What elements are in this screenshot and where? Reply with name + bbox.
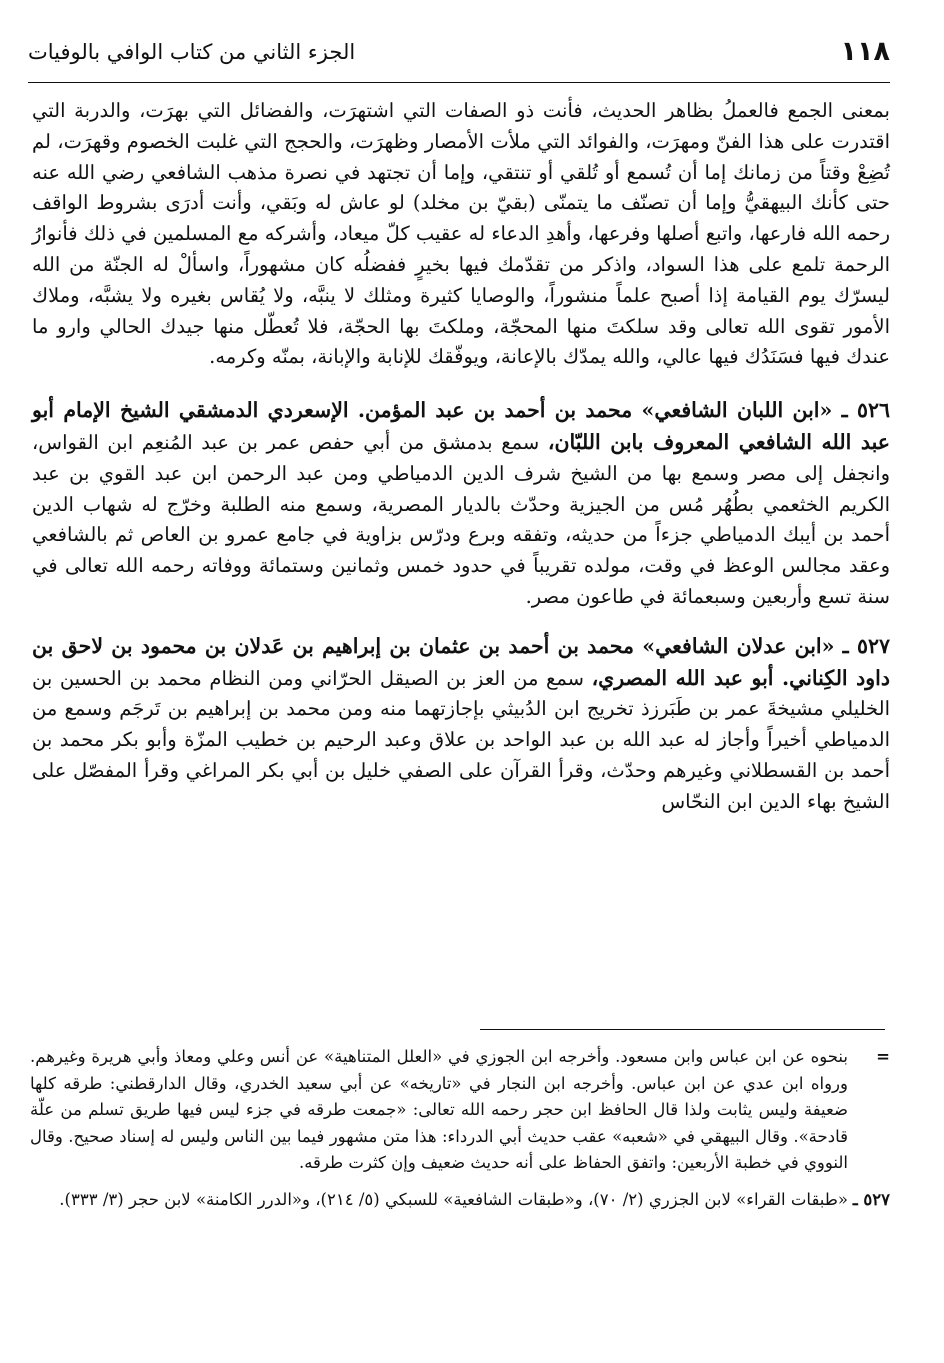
- main-text: [32, 96, 890, 818]
- opening-paragraph: بمعنى الجمع فالعملُ بظاهر الحديث، فأنت ذو الصفات التي اشتهرَت، والفضائل التي بهرَت، والدربة التي اقتدرت على هذا الفنّ ومهرَت، والفوائد التي ملأت الأمصار وظهرَت، والحجج التي غلبت الخصوم وقهرَت، لم تُضِعْ وقتاً من زمانك إما أن تُسمع أو تُلقي أو تنتقي، وإما أن تجتهد في نصرة مذهب الشافعي رضي الله عنه حتى كأنك البيهقيُّ وإما أن تصنّف ما يتمنّى (بقيّ بن مخلد) لو عاش له وبَقي، وأنت أدرَى بشروط الواقف رحمه الله فارعها، واتبع أصلها وفرعها، وأهدِ الدعاء له عقيب كلّ ميعاد، وأشركه مع المسلمين في ذلك فأنوارُ الرحمة تلمع على هذا السواد، واذكر من تقدّمك فيها بخيرٍ ففضلُه كان مشهوراً، واسألْ له الجنّة من الله ليسرّك يوم القيامة إذا أصبح علماً منشوراً، والوصايا كثيرة ومثلك لا ينبَّه، ولا يُقاس بغيره ولا يشبَّه، وملاك الأمور تقوى الله تعالى وقد سلكتَ منها المحجّة، وملكتَ بها الحجّة، فلا تُعطّل منها جيدك الحالي وارو ما عندك فيها فسَنَدُك فيها عالي، والله يمدّك بالإعانة، ويوفّقك للإنابة والإبانة، بمنّه وكرمه.: [32, 99, 890, 369]
- entry-527: [32, 631, 890, 818]
- entry-527-body: سمع من العز بن الصيقل الحرّاني ومن النظام محمد بن الحسين بن الخليلي مشيخةَ عمر بن طَبَرزذ تخريج ابن الدُبيثي بإجازتهما منه ومن محمد بن إبراهيم بن تَرجَم وسمع من الدمياطي أخيراً وأجاز له عبد الله بن عبد الواحد بن علاق وعبد الرحيم بن خطيب المزّة وأبو بكر محمد بن أحمد بن القسطلاني وغيرهم وحدّث، وقرأ القرآن على الصفي خليل بن أبي بكر المراغي وقرأ المفصّل على الشيخ بهاء الدين ابن النحّاس: [32, 666, 890, 813]
- footnote-mark: =: [876, 1047, 890, 1066]
- page-header: [28, 32, 890, 80]
- footnotes: [30, 1044, 890, 1223]
- entry-526: [32, 395, 890, 613]
- footnote-527: [30, 1187, 890, 1214]
- footnote-text: بنحوه عن ابن عباس وابن مسعود. وأخرجه ابن الجوزي في «العلل المتناهية» عن أنس وعلي ومعاذ وأبي هريرة وغيرهم. ورواه ابن عدي عن ابن عباس. وأخرجه ابن النجار في «تاريخه» عن أبي سعيد الخدري، وقال الدارقطني: طرقه كلها ضعيفة وليس يثابت ولذا قال الحافظ ابن حجر رحمه الله تعالى: «جمعت طرقه في جزء ليس فيها طريق تسلم من علّة قادحة». وقال البيهقي في «شعبه» عقب حديث أبي الدرداء: هذا متن مشهور فيما بين الناس وليس له إسناد صحيح. وقال النووي في خطبة الأربعين: واتفق الحفاظ على أنه حديث ضعيف وإن كثرت طرقه.: [30, 1047, 848, 1172]
- header-divider: [28, 82, 890, 83]
- footnote-divider: [480, 1029, 885, 1030]
- footnote-mark: ٥٢٧ ـ: [852, 1189, 890, 1209]
- page-number: ١١٨: [840, 36, 890, 67]
- entry-526-body: سمع بدمشق من أبي حفص عمر بن عبد المُنعِم ابن القواس، وانجفل إلى مصر وسمع بها من الشيخ شرف الدين الدمياطي ومن عبد الرحمن ابن عبد القوي بن عبد الكريم الخثعمي بطُهُر مُس من الجيزية وحدّث بالديار المصرية، وسمع منه الطلبة وخرّج له شهاب الدين أحمد بن أيبك الدمياطي جزءاً من حديثه، وتفقه وبرع ودرّس بزاوية في جامع عمرو بن العاص ثم بالشافعي وعقد مجالس الوعظ في وقت، مولده تقريباً في حدود خمس وثمانين وستمائة ووفاته رحمه الله تعالى في سنة تسع وأربعين وسبعمائة في طاعون مصر.: [32, 430, 890, 608]
- entry-527-heading: ٥٢٧ ـ «ابن عدلان الشافعي» محمد بن أحمد بن عثمان بن إبراهيم بن عَدلان بن محمود بن لاحق بن داود الكِناني. أبو عبد الله المصري،: [32, 633, 890, 690]
- footnote-text: «طبقات القراء» لابن الجزري (٢/ ٧٠)، و«طبقات الشافعية» للسبكي (٥/ ٢١٤)، و«الدرر الكامنة» لابن حجر (٣/ ٣٣٣).: [59, 1189, 848, 1209]
- running-title: الجزء الثاني من كتاب الوافي بالوفيات: [28, 40, 356, 64]
- entry-526-heading: ٥٢٦ ـ «ابن اللبان الشافعي» محمد بن أحمد بن عبد المؤمن. الإسعردي الدمشقي الشيخ الإمام أبو عبد الله الشافعي المعروف بابن اللبّان،: [32, 398, 891, 454]
- footnote-continuation: [30, 1044, 890, 1177]
